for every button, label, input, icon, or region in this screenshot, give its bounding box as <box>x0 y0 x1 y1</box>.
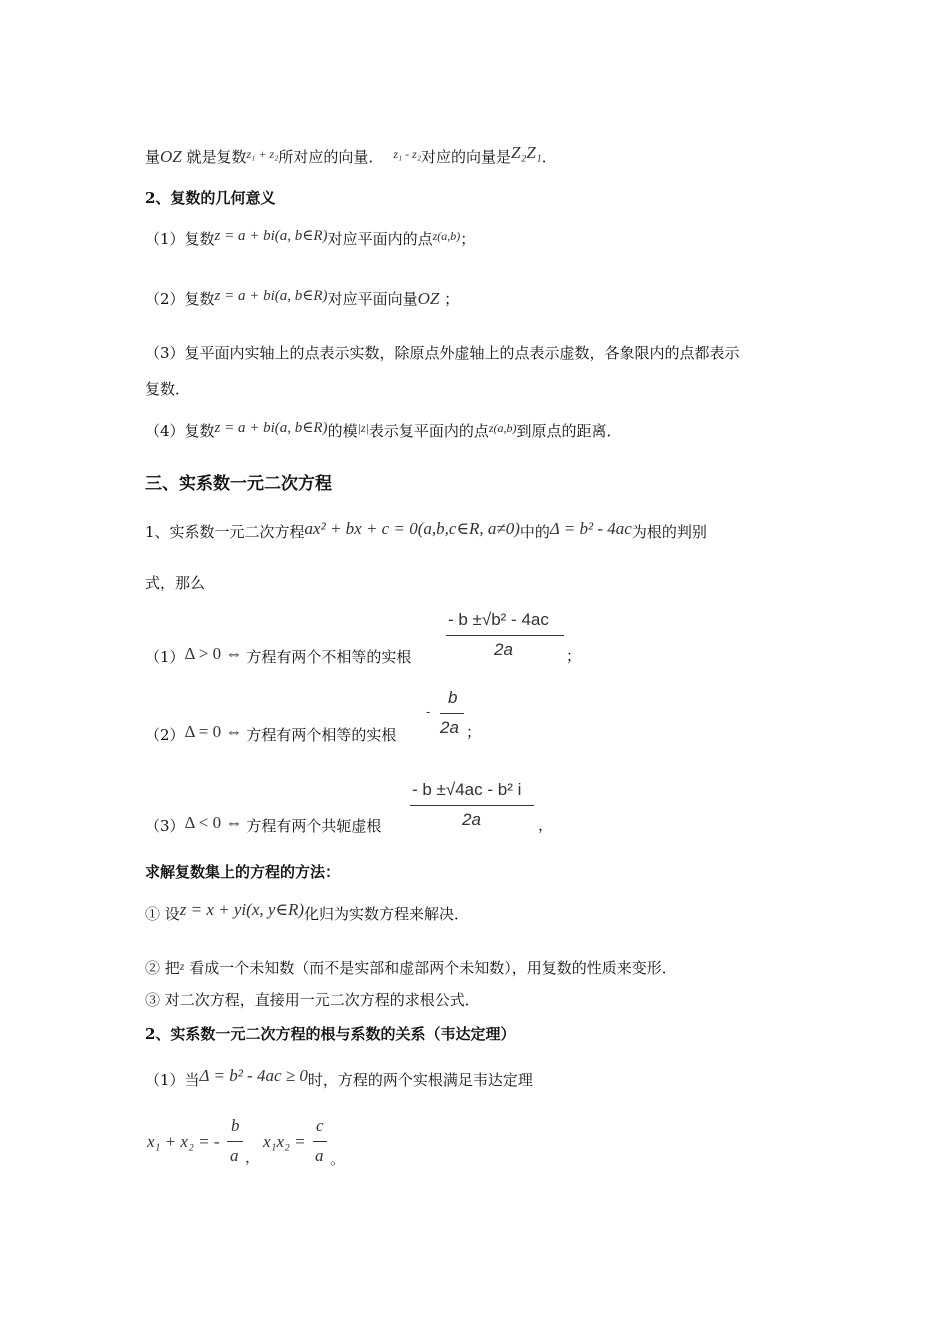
text: （1） <box>145 648 185 666</box>
text: 方程有两个相等的实根 <box>246 726 397 744</box>
formula-condition: Δ > 0 ⇔ <box>184 644 243 663</box>
formula-condition: Δ = 0 ⇔ <box>184 722 243 741</box>
case-2-end: ； <box>466 723 482 741</box>
text: 表示复平面内的点 <box>368 422 489 440</box>
text: 看成一个未知数（而不是实部和虚部两个未知数），用复数的性质来变形． <box>184 959 677 977</box>
discriminant-intro-line-2: 式，那么 <box>145 574 206 592</box>
text: ① 设 <box>145 905 180 923</box>
case-3-end: ， <box>538 816 554 834</box>
formula-z: z = a + bi(a, b∈R) <box>214 420 328 436</box>
vieta-formulas <box>145 1116 405 1172</box>
text: 1、实系数一元二次方程 <box>145 523 305 541</box>
geo-heading: 2、复数的几何意义 <box>145 189 276 207</box>
method-1 <box>145 900 469 924</box>
text: （2） <box>145 726 185 744</box>
method-3: ③ 对二次方程，直接用一元二次方程的求根公式． <box>145 991 480 1009</box>
formula-sum: z₁ + z₂ <box>246 147 279 161</box>
variable-z: z <box>179 959 185 973</box>
text: 化归为实数方程来解决． <box>304 905 470 923</box>
formula-mod: |z| <box>357 421 369 435</box>
text: 就是复数 <box>181 148 247 166</box>
geo-item-4 <box>145 418 622 441</box>
text: 中的 <box>519 523 550 541</box>
text: 方程有两个共轭虚根 <box>246 817 382 835</box>
text: （2）复数 <box>145 290 215 308</box>
case-3 <box>145 813 381 836</box>
text: （4）复数 <box>145 422 215 440</box>
text: 时，方程的两个实根满足韦达定理 <box>307 1071 533 1089</box>
formula-z: z = a + bi(a, b∈R) <box>214 228 328 244</box>
fraction-denominator: 2a <box>494 640 513 659</box>
geo-item-3-line-1: （3）复平面内实轴上的点表示实数，除原点外虚轴上的点表示虚数，各象限内的点都表示 <box>145 344 740 362</box>
fraction-bar <box>446 635 564 636</box>
vieta-heading: 2、实系数一元二次方程的根与系数的关系（韦达定理） <box>145 1025 516 1043</box>
vector-sum-line <box>145 143 557 167</box>
formula-condition: Δ < 0 ⇔ <box>184 813 243 832</box>
geo-item-1 <box>145 226 475 249</box>
minus-sign: - <box>426 704 431 719</box>
text: 量 <box>145 148 161 166</box>
formula-discriminant-nonneg: Δ = b² - 4ac ≥ 0 <box>199 1066 308 1085</box>
formula-discriminant: Δ = b² - 4ac <box>549 519 632 538</box>
fraction-denominator: 2a <box>462 810 481 829</box>
text: 的模 <box>327 422 358 440</box>
methods-heading: 求解复数集上的方程的方法： <box>145 863 341 881</box>
separator: ， <box>245 1150 261 1166</box>
root-formula-complex <box>408 778 543 834</box>
fraction-bar <box>440 713 464 714</box>
vector-z2z1: Z₂Z₁ <box>511 143 542 162</box>
text: 对应平面向量 <box>327 290 418 308</box>
text: 为根的判别 <box>631 523 707 541</box>
fraction-numerator: - b ±√b² - 4ac <box>448 610 549 629</box>
vector-oz: OZ <box>417 289 440 308</box>
vector-oz: OZ <box>160 147 182 166</box>
text: ． <box>541 148 557 166</box>
period: 。 <box>330 1152 346 1168</box>
text: （3） <box>145 817 185 835</box>
formula-point: z(a,b) <box>488 421 517 435</box>
fraction-bar <box>227 1141 243 1142</box>
root-formula-real <box>440 608 570 664</box>
formula-point: z(a,b) <box>432 229 461 243</box>
fraction-numerator: - b ±√4ac - b² i <box>412 780 522 799</box>
formula-z-xy: z = x + yi(x, y∈R) <box>179 900 305 919</box>
fraction-bar <box>313 1141 327 1142</box>
fraction-numerator: c <box>316 1116 324 1135</box>
text: （1）复数 <box>145 230 215 248</box>
formula-z: z = a + bi(a, b∈R) <box>214 288 328 304</box>
formula-diff: z₁ - z₂ <box>393 147 422 161</box>
geo-item-2 <box>145 286 459 309</box>
case-1 <box>145 644 411 667</box>
geo-item-3-line-2: 复数． <box>145 380 191 398</box>
case-2 <box>145 722 396 745</box>
product-of-roots-lhs: x₁x₂ = <box>263 1132 306 1151</box>
text: 所对应的向量． <box>278 148 384 166</box>
text: （1）当 <box>145 1071 200 1089</box>
fraction-denominator: a <box>315 1146 324 1165</box>
formula-quadratic: ax² + bx + c = 0(a,b,c∈R, a≠0) <box>304 519 520 538</box>
vieta-condition <box>145 1066 533 1090</box>
fraction-numerator: b <box>231 1116 240 1135</box>
text: ； <box>439 290 460 308</box>
text: 到原点的距离． <box>516 422 622 440</box>
text: 对应平面内的点 <box>327 230 433 248</box>
text: ； <box>460 230 476 248</box>
text: 对应的向量是 <box>421 148 512 166</box>
sum-of-roots-lhs: x₁ + x₂ = - <box>147 1132 220 1151</box>
text: ② 把 <box>145 959 180 977</box>
discriminant-intro <box>145 519 707 542</box>
fraction-denominator: a <box>230 1146 239 1165</box>
method-2 <box>145 956 677 978</box>
text: 方程有两个不相等的实根 <box>246 648 412 666</box>
fraction-numerator: b <box>448 688 458 707</box>
fraction-denominator: 2a <box>440 718 459 737</box>
case-1-end: ； <box>566 647 582 665</box>
section-heading: 三、实系数一元二次方程 <box>145 474 332 494</box>
fraction-bar <box>410 805 534 806</box>
